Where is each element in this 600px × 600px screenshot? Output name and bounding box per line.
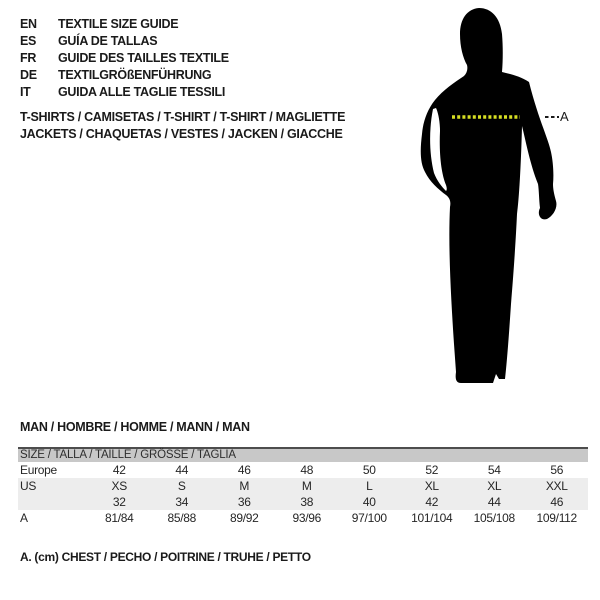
table-row: [18, 478, 588, 494]
size-cell: M: [301, 479, 312, 493]
row-label: Europe: [20, 463, 57, 477]
language-row: [20, 33, 229, 50]
size-cell: 89/92: [229, 511, 259, 525]
size-cell: 50: [362, 463, 376, 477]
language-label: TEXTILGRÖßENFÜHRUNG: [58, 68, 212, 82]
man-silhouette-shape: [421, 8, 557, 383]
size-cell: 97/100: [351, 511, 387, 525]
size-cell: 32: [112, 495, 126, 509]
size-cell: 36: [237, 495, 251, 509]
language-label: GUIDE DES TAILLES TEXTILE: [58, 51, 229, 65]
size-cell: XL: [424, 479, 439, 493]
table-row: [18, 510, 588, 526]
size-cell: 46: [237, 463, 251, 477]
row-label: US: [20, 479, 37, 493]
language-code: ES: [20, 34, 37, 48]
size-cell: 34: [175, 495, 189, 509]
size-cell: 109/112: [536, 511, 577, 525]
size-table: [18, 447, 588, 526]
size-cell: 44: [487, 495, 501, 509]
size-cell: XL: [487, 479, 502, 493]
size-cell: 42: [112, 463, 126, 477]
size-cell: 105/108: [473, 511, 515, 525]
language-code: FR: [20, 51, 37, 65]
row-label: A: [20, 511, 28, 525]
language-label: GUÍA DE TALLAS: [58, 34, 158, 48]
table-row: [18, 462, 588, 478]
language-code: DE: [20, 68, 37, 82]
size-cell: 44: [175, 463, 189, 477]
size-cell: M: [239, 479, 250, 493]
size-cell: 52: [425, 463, 439, 477]
language-guide-list: [20, 16, 229, 101]
category-lines: [20, 109, 345, 142]
language-row: [20, 84, 229, 101]
size-table-body: [18, 462, 588, 526]
table-row: [18, 494, 588, 510]
language-row: [20, 67, 229, 84]
size-cell: 85/88: [167, 511, 197, 525]
size-cell: S: [177, 479, 186, 493]
category-line-jackets: JACKETS / CHAQUETAS / VESTES / JACKEN / GIACCHE: [20, 126, 343, 141]
language-label: TEXTILE SIZE GUIDE: [58, 17, 179, 31]
measurement-footnote: A. (cm) CHEST / PECHO / POITRINE / TRUHE / PETTO: [20, 550, 311, 564]
size-cell: XS: [111, 479, 127, 493]
size-cell: 46: [550, 495, 564, 509]
size-cell: 56: [550, 463, 564, 477]
size-cell: L: [366, 479, 373, 493]
size-cell: 81/84: [104, 511, 134, 525]
section-title-man: MAN / HOMBRE / HOMME / MANN / MAN: [20, 420, 250, 434]
row-label: [18, 494, 88, 510]
size-cell: 48: [300, 463, 314, 477]
size-cell: 40: [362, 495, 376, 509]
size-cell: 93/96: [292, 511, 322, 525]
size-cell: XXL: [545, 479, 568, 493]
language-code: IT: [20, 85, 31, 99]
man-silhouette-figure: [405, 6, 580, 388]
language-row: [20, 16, 229, 33]
man-silhouette-icon: [405, 6, 580, 388]
measurement-label-a: A: [560, 109, 569, 124]
size-cell: 38: [300, 495, 314, 509]
category-line-tshirts: T-SHIRTS / CAMISETAS / T-SHIRT / T-SHIRT / MAGLIETTE: [20, 110, 346, 124]
language-code: EN: [20, 17, 37, 31]
size-table-header: SIZE / TALLA / TAILLE / GRÖSSE / TAGLIA: [18, 447, 588, 462]
language-label: GUIDA ALLE TAGLIE TESSILI: [58, 85, 226, 99]
size-cell: 42: [425, 495, 439, 509]
language-row: [20, 50, 229, 67]
size-cell: 54: [487, 463, 501, 477]
size-cell: 101/104: [411, 511, 453, 525]
